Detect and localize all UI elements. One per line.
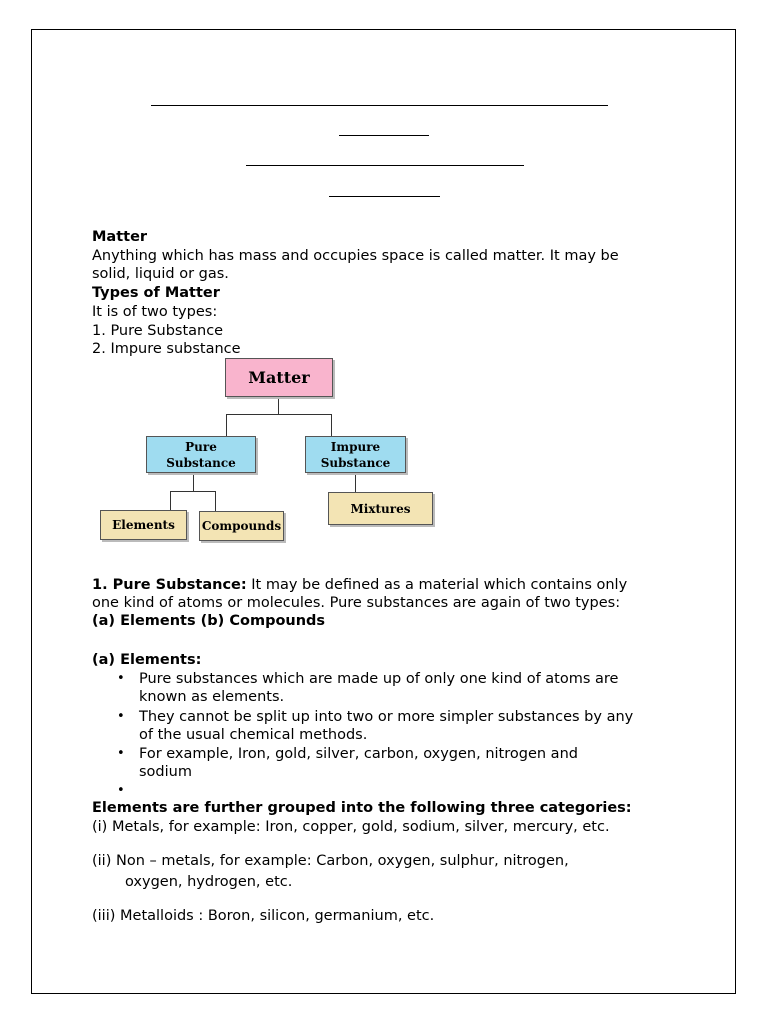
- category-nonmetals-line1: (ii) Non – metals, for example: Carbon, oxygen, sulphur, nitrogen,: [92, 853, 569, 869]
- title-rule-4: [329, 196, 440, 197]
- types-heading: Types of Matter: [92, 285, 220, 301]
- diagram-label-mixtures: Mixtures: [350, 501, 411, 516]
- pure-substance-text-1: It may be defined as a material which contains only: [246, 577, 628, 593]
- diagram-label-compounds: Compounds: [201, 519, 282, 533]
- pure-substance-types: (a) Elements (b) Compounds: [92, 613, 326, 629]
- title-rule-1: [151, 105, 608, 106]
- title-rule-3: [246, 165, 524, 166]
- bullet-1-marker: •: [117, 671, 125, 686]
- bullet-3-line1: For example, Iron, gold, silver, carbon, oxygen, nitrogen and: [139, 746, 578, 762]
- pure-substance-label: 1. Pure Substance:: [92, 577, 247, 593]
- categories-heading: Elements are further grouped into the following three categories:: [92, 800, 632, 816]
- page-border: [31, 29, 736, 994]
- diagram-label-pure-line2: Substance: [166, 455, 236, 470]
- category-metalloids: (iii) Metalloids : Boron, silicon, germanium, etc.: [92, 908, 435, 924]
- diagram-label-impure-line2: Substance: [320, 455, 391, 470]
- bullet-3-marker: •: [117, 746, 125, 761]
- bullet-1-line2: known as elements.: [139, 689, 285, 705]
- bullet-3-line2: sodium: [139, 764, 192, 780]
- title-rule-2: [339, 135, 429, 136]
- matter-definition-line2: solid, liquid or gas.: [92, 266, 229, 282]
- bullet-4-marker: •: [117, 783, 125, 798]
- types-item-2: 2. Impure substance: [92, 341, 241, 357]
- types-item-1: 1. Pure Substance: [92, 323, 224, 339]
- diagram-label-elements: Elements: [112, 518, 175, 532]
- bullet-2-marker: •: [117, 709, 125, 724]
- diagram-label-pure-line1: Pure: [185, 439, 217, 454]
- diagram-label-matter: Matter: [248, 367, 310, 387]
- elements-heading: (a) Elements:: [92, 652, 202, 668]
- category-metals: (i) Metals, for example: Iron, copper, gold, sodium, silver, mercury, etc.: [92, 819, 610, 835]
- matter-definition-line1: Anything which has mass and occupies space is called matter. It may be: [92, 248, 619, 264]
- category-nonmetals-line2: oxygen, hydrogen, etc.: [125, 874, 293, 890]
- types-intro: It is of two types:: [92, 304, 218, 320]
- pure-substance-line1: [92, 576, 627, 594]
- diagram-label-impure-line1: Impure: [330, 439, 381, 454]
- matter-heading: Matter: [92, 229, 148, 245]
- bullet-2-line2: of the usual chemical methods.: [139, 727, 368, 743]
- bullet-1-line1: Pure substances which are made up of only one kind of atoms are: [139, 671, 619, 687]
- pure-substance-line2: one kind of atoms or molecules. Pure substances are again of two types:: [92, 595, 621, 611]
- bullet-2-line1: They cannot be split up into two or more simpler substances by any: [139, 709, 634, 725]
